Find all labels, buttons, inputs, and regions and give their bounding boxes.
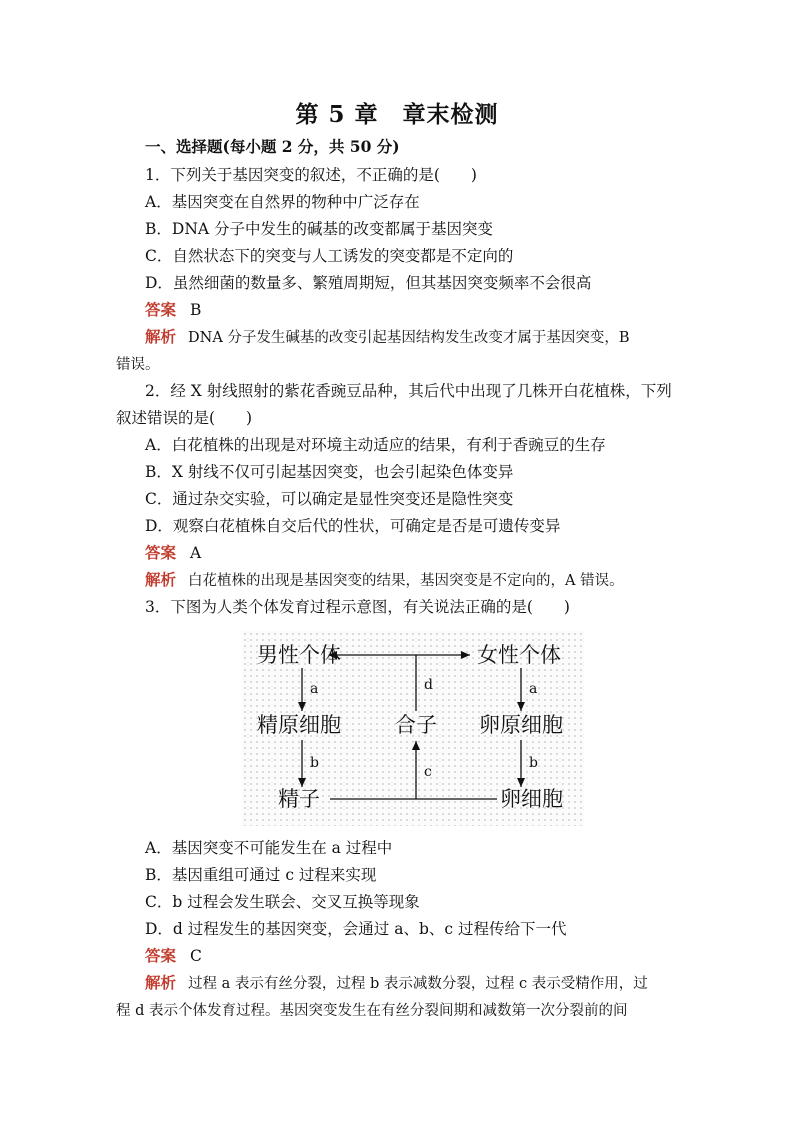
label-a-right: a (529, 681, 538, 697)
node-male: 男性个体 (257, 643, 341, 667)
q1-stem: 1．下列关于基因突变的叙述，不正确的是( ) (145, 166, 477, 184)
q3-analysis-cont (116, 1000, 628, 1021)
analysis-text: 错误。 (116, 357, 160, 373)
analysis-text: DNA 分子发生碱基的改变引起基因结构发生改变才属于基因突变，B (188, 330, 630, 346)
q3-option-c: C．b 过程会发生联会、交叉互换等现象 (145, 893, 420, 911)
q1-answer (145, 300, 201, 320)
analysis-label: 解析 (145, 570, 177, 589)
node-sperm: 精子 (278, 787, 320, 811)
analysis-text: 程 d 表示个体发育过程。基因突变发生在有丝分裂间期和减数第一次分裂前的间 (116, 1003, 628, 1019)
development-diagram (242, 631, 584, 826)
q2-analysis (145, 570, 624, 591)
node-female: 女性个体 (477, 643, 561, 667)
answer-label: 答案 (145, 543, 177, 562)
q1-option-a: A．基因突变在自然界的物种中广泛存在 (145, 193, 420, 211)
q2-option-c: C．通过杂交实验，可以确定是显性突变还是隐性突变 (145, 490, 514, 508)
q1-analysis-cont (116, 354, 160, 375)
q3-option-a: A．基因突变不可能发生在 a 过程中 (145, 839, 393, 857)
answer-label: 答案 (145, 946, 177, 965)
q3-option-d: D．d 过程发生的基因突变，会通过 a、b、c 过程传给下一代 (145, 920, 567, 938)
q3-analysis (145, 973, 648, 994)
q3-stem: 3．下图为人类个体发育过程示意图，有关说法正确的是( ) (145, 598, 570, 616)
node-spermatogonium: 精原细胞 (257, 713, 341, 737)
q2-stem-cont: 叙述错误的是( ) (116, 409, 253, 427)
q3-answer (145, 946, 202, 966)
node-egg: 卵细胞 (500, 787, 563, 811)
q2-stem: 2．经 X 射线照射的紫花香豌豆品种，其后代中出现了几株开白花植株，下列 (145, 382, 672, 400)
label-b-left: b (310, 755, 319, 771)
answer-value: B (190, 301, 202, 319)
q3-option-b: B．基因重组可通过 c 过程来实现 (145, 866, 377, 884)
answer-value: A (190, 544, 202, 562)
q2-answer (145, 543, 201, 563)
page-title: 第 5 章 章末检测 (295, 101, 499, 128)
analysis-text: 白花植株的出现是基因突变的结果，基因突变是不定向的，A 错误。 (188, 573, 624, 589)
analysis-text: 过程 a 表示有丝分裂，过程 b 表示减数分裂，过程 c 表示受精作用，过 (188, 976, 648, 992)
label-d: d (424, 677, 433, 693)
label-b-right: b (529, 755, 538, 771)
q1-option-c: C．自然状态下的突变与人工诱发的突变都是不定向的 (145, 247, 514, 265)
q1-option-b: B．DNA 分子中发生的碱基的改变都属于基因突变 (145, 220, 494, 238)
node-oogonium: 卵原细胞 (479, 713, 563, 737)
answer-label: 答案 (145, 300, 177, 319)
q2-option-a: A．白花植株的出现是对环境主动适应的结果，有利于香豌豆的生存 (145, 436, 606, 454)
node-zygote: 合子 (395, 713, 437, 737)
q1-option-d: D．虽然细菌的数量多、繁殖周期短，但其基因突变频率不会很高 (145, 274, 592, 292)
label-a-left: a (310, 681, 319, 697)
section-header: 一、选择题(每小题 2 分，共 50 分) (145, 137, 400, 156)
q1-analysis (145, 327, 630, 348)
label-c: c (424, 764, 432, 780)
analysis-label: 解析 (145, 327, 177, 346)
analysis-label: 解析 (145, 973, 177, 992)
q2-option-b: B．X 射线不仅可引起基因突变，也会引起染色体变异 (145, 463, 514, 481)
q2-option-d: D．观察白花植株自交后代的性状，可确定是否是可遗传变异 (145, 517, 561, 535)
answer-value: C (190, 947, 202, 965)
